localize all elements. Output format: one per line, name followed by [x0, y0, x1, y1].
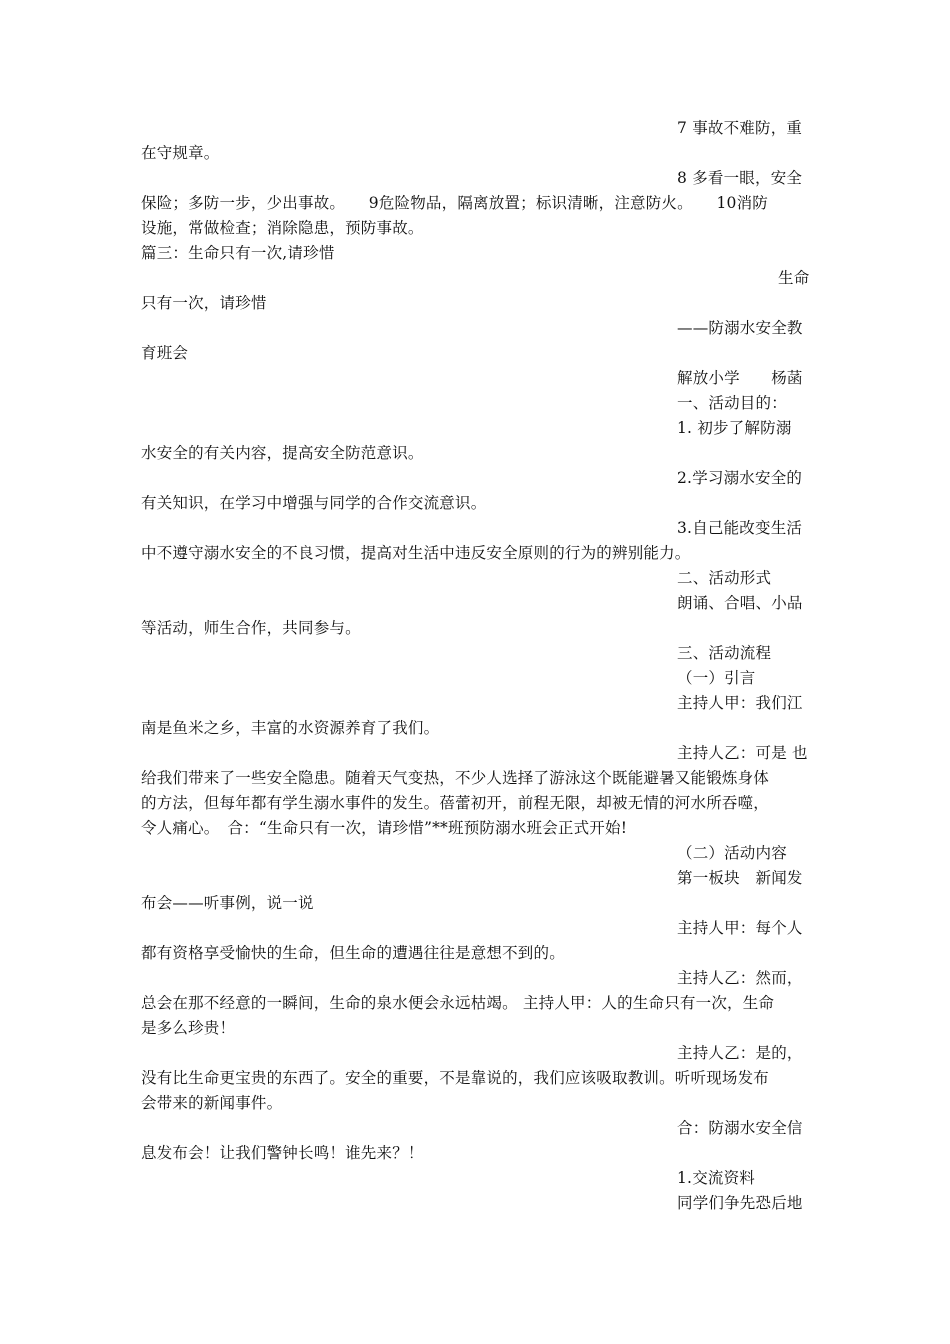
text-line: 主持人乙：然而， [677, 969, 803, 987]
text-line: 有关知识，在学习中增强与同学的合作交流意识。 [141, 494, 487, 512]
text-line: 在守规章。 [141, 144, 220, 162]
text-line: 会带来的新闻事件。 [141, 1094, 283, 1112]
text-line: 都有资格享受愉快的生命，但生命的遭遇往往是意想不到的。 [141, 944, 565, 962]
text-line: 中不遵守溺水安全的不良习惯，提高对生活中违反安全原则的行为的辨别能力。 [141, 544, 691, 562]
text-line: 只有一次，请珍惜 [141, 294, 267, 312]
text-line: 主持人乙：可是 也 [677, 744, 808, 762]
text-line: 二、活动形式 [677, 569, 772, 587]
text-line: 主持人甲：我们江 [677, 694, 803, 712]
text-line: 令人痛心。 合：“生命只有一次，请珍惜”**班预防溺水班会正式开始! [141, 819, 628, 837]
text-line: 2.学习溺水安全的 [677, 469, 803, 487]
text-line: 等活动，师生合作，共同参与。 [141, 619, 361, 637]
text-line: 南是鱼米之乡，丰富的水资源养育了我们。 [141, 719, 440, 737]
text-line: 1. 初步了解防溺 [677, 419, 792, 437]
text-line: 生命 [778, 269, 810, 287]
text-line: 主持人乙：是的， [677, 1044, 803, 1062]
text-line: 3.自己能改变生活 [677, 519, 803, 537]
text-line: 息发布会！让我们警钟长鸣！谁先来？！ [141, 1144, 424, 1162]
text-line: 解放小学 杨菡 [677, 369, 803, 387]
text-line: 三、活动流程 [677, 644, 772, 662]
text-line: 朗诵、合唱、小品 [677, 594, 803, 612]
text-line: 布会——听事例，说一说 [141, 894, 314, 912]
text-line: 一、活动目的： [677, 394, 787, 412]
text-line: 主持人甲：每个人 [677, 919, 803, 937]
text-line: 水安全的有关内容，提高安全防范意识。 [141, 444, 424, 462]
text-line: ——防溺水安全教 [677, 319, 803, 337]
text-line: 同学们争先恐后地 [677, 1194, 803, 1212]
text-line: 第一板块 新闻发 [677, 869, 803, 887]
text-line: （二）活动内容 [677, 844, 787, 862]
text-line: 1.交流资料 [677, 1169, 755, 1187]
text-line: 篇三：生命只有一次,请珍惜 [141, 244, 335, 262]
text-line: 给我们带来了一些安全隐患。随着天气变热，不少人选择了游泳这个既能避暑又能锻炼身体 [141, 769, 770, 787]
text-line: 合：防溺水安全信 [677, 1119, 803, 1137]
text-line: （一）引言 [677, 669, 756, 687]
text-line: 保险；多防一步，少出事故。 9危险物品，隔离放置；标识清晰，注意防火。 10消防 [141, 194, 768, 212]
text-line: 设施，常做检查；消除隐患，预防事故。 [141, 219, 424, 237]
text-line: 的方法，但每年都有学生溺水事件的发生。蓓蕾初开，前程无限，却被无情的河水所吞噬， [141, 794, 770, 812]
text-line: 是多么珍贵！ [141, 1019, 236, 1037]
text-line: 没有比生命更宝贵的东西了。安全的重要，不是靠说的，我们应该吸取教训。听听现场发布 [141, 1069, 770, 1087]
text-line: 总会在那不经意的一瞬间，生命的泉水便会永远枯竭。 主持人甲：人的生命只有一次，生命 [141, 994, 775, 1012]
text-line: 8 多看一眼，安全 [677, 169, 803, 187]
text-line: 育班会 [141, 344, 189, 362]
text-line: 7 事故不难防，重 [677, 119, 803, 137]
